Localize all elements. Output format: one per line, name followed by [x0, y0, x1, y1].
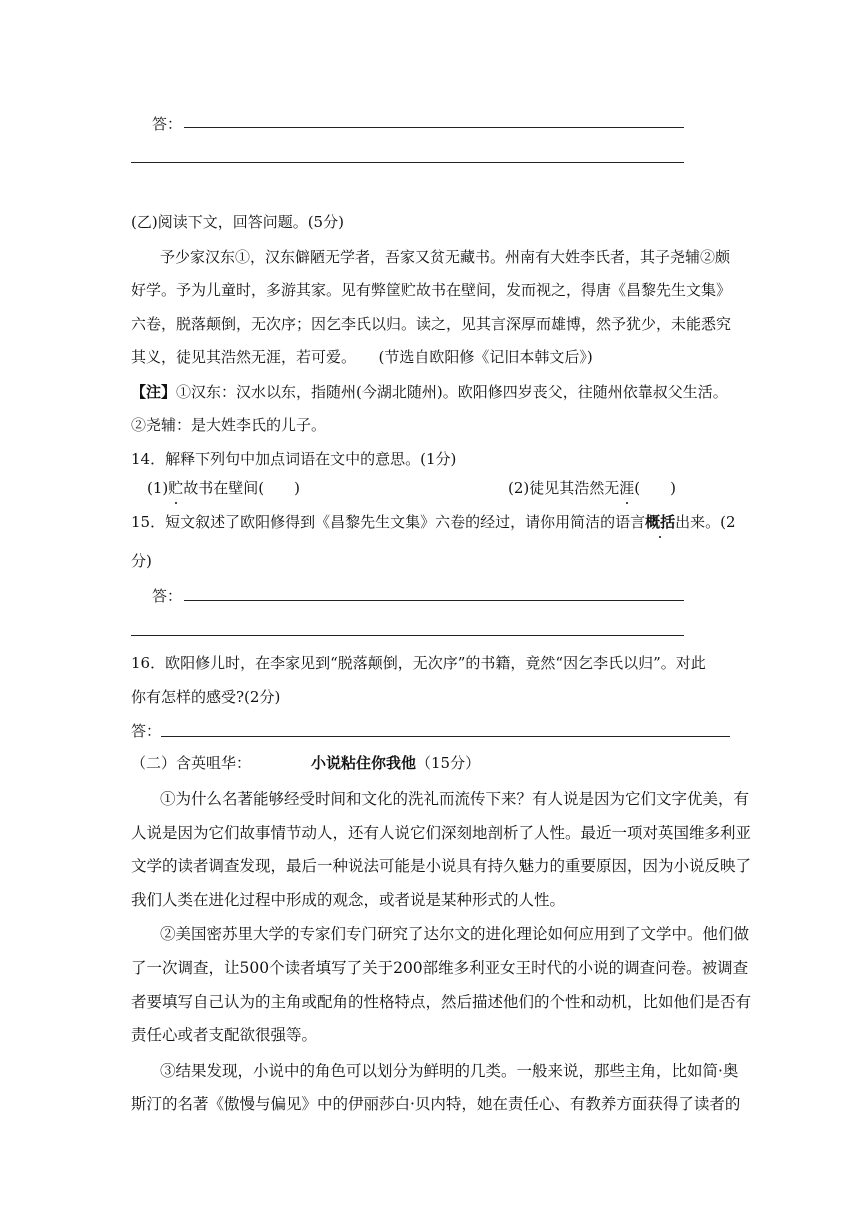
- paragraph-line: 人说是因为它们故事情节动人，还有人说它们深刻地剖析了人性。最近一项对英国维多利亚: [131, 824, 752, 842]
- question-15: 15．短文叙述了欧阳修得到《昌黎先生文集》六卷的经过，请你用简洁的语言概括出来。(2: [131, 513, 736, 531]
- paragraph-line: ①为什么名著能够经受时间和文化的洗礼而流传下来？有人说是因为它们文字优美，有: [160, 790, 750, 808]
- answer-line[interactable]: [131, 635, 684, 636]
- note-line: [131, 382, 728, 402]
- paragraph-line: 我们人类在进化过程中形成的观念，或者说是某种形式的人性。: [131, 891, 566, 909]
- q14-blank-1[interactable]: ): [264, 479, 300, 497]
- answer-label-16: 答：: [131, 722, 162, 740]
- paragraph-line: 者要填写自己认为的主角或配角的性格特点，然后描述他们的个性和动机，比如他们是否有: [131, 993, 752, 1011]
- passage-line: 六卷，脱落颠倒，无次序；因乞李氏以归。读之，见其言深厚而雄博，然予犹少，未能悉究: [131, 315, 732, 333]
- paragraph-line: ②美国密苏里大学的专家们专门研究了达尔文的进化理论如何应用到了文学中。他们做: [160, 925, 750, 943]
- paragraph-line: 斯汀的名著《傲慢与偏见》中的伊丽莎白·贝内特，她在责任心、有教养方面获得了读者的: [131, 1095, 741, 1113]
- passage-line: 予少家汉东①，汉东僻陋无学者，吾家又贫无藏书。州南有大姓李氏者，其子尧辅②颇: [160, 248, 731, 266]
- section-yi-heading: (乙)阅读下文，回答问题。(5分): [131, 213, 344, 231]
- answer-line[interactable]: [184, 600, 684, 601]
- section-er-title-line: [311, 753, 480, 773]
- note-text: ①汉东：汉水以东，指随州(今湖北随州)。欧阳修四岁丧父，往随州依靠叔父生活。: [176, 383, 728, 401]
- article-score: （15分）: [416, 754, 481, 772]
- question-14: 14．解释下列句中加点词语在文中的意思。(1分): [131, 450, 457, 468]
- q14-item-1: (1)贮故书在壁间( ): [147, 479, 300, 497]
- answer-line[interactable]: [161, 736, 730, 737]
- dotted-word: 贮: [168, 479, 184, 497]
- q14-blank-2[interactable]: ): [640, 479, 676, 497]
- paragraph-line: 文学的读者调查发现，最后一种说法可能是小说具有持久魅力的重要原因，因为小说反映了: [131, 857, 752, 875]
- passage-line: 好学。予为儿童时，多游其家。见有弊筐贮故书在壁间，发而视之，得唐《昌黎先生文集》: [131, 281, 732, 299]
- article-title: 小说粘住你我他: [311, 754, 417, 772]
- section-er-heading: （二）含英咀华：: [131, 754, 252, 772]
- answer-line[interactable]: [184, 127, 684, 128]
- paragraph-line: 责任心或者支配欲很强等。: [131, 1026, 318, 1044]
- question-15-cont: 分): [131, 552, 152, 570]
- paragraph-line: 了一次调查，让500个读者填写了关于200部维多利亚女王时代的小说的调查问卷。被调查: [131, 959, 749, 977]
- answer-line[interactable]: [131, 162, 684, 163]
- q14-item-2: (2)徒见其浩然无涯( ): [508, 479, 676, 497]
- question-16-cont: 你有怎样的感受?(2分): [131, 688, 281, 706]
- passage-line: 其义，徒见其浩然无涯，若可爱。 (节选自欧阳修《记旧本韩文后》): [131, 348, 593, 366]
- dotted-word: 概括: [645, 513, 676, 531]
- answer-label-15: 答：: [152, 587, 183, 605]
- dotted-word: 涯: [619, 479, 635, 497]
- paragraph-line: ③结果发现，小说中的角色可以划分为鲜明的几类。一般来说，那些主角，比如简·奥: [160, 1062, 739, 1080]
- note-tag: 【注】: [131, 383, 177, 401]
- answer-label-top: 答：: [152, 115, 183, 133]
- note-line: ②尧辅：是大姓李氏的儿子。: [131, 416, 327, 434]
- question-16: 16．欧阳修儿时，在李家见到“脱落颠倒，无次序”的书籍，竟然“因乞李氏以归”。对此: [131, 654, 706, 672]
